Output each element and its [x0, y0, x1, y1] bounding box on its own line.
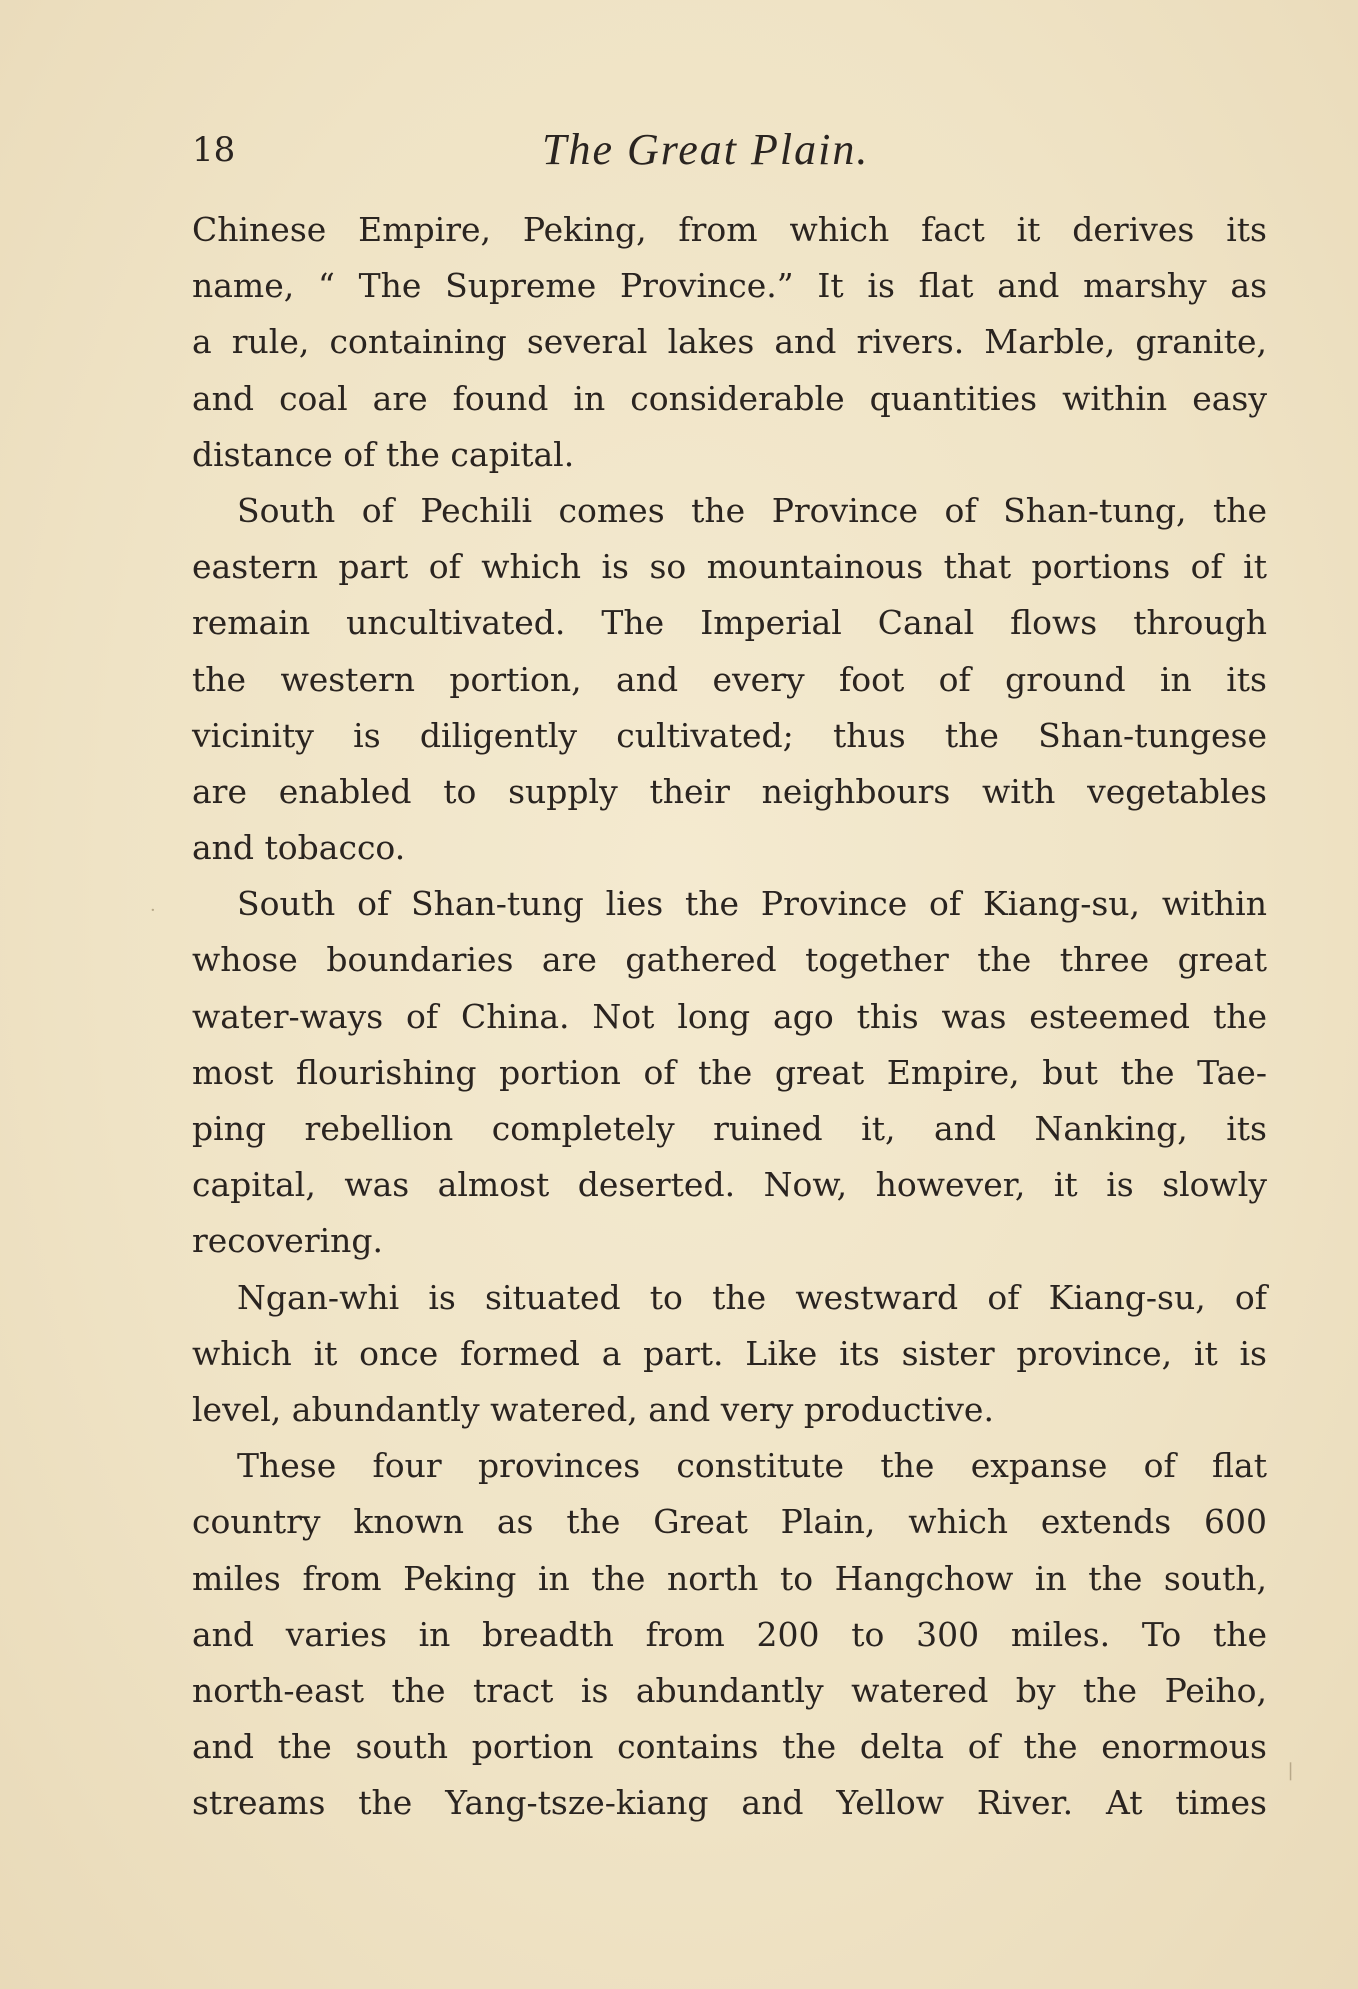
text-line: whose boundaries are gathered together the three great: [192, 940, 1267, 980]
text-line: recovering.: [192, 1221, 384, 1261]
text-line: miles from Peking in the north to Hangchow in the south,: [192, 1558, 1267, 1598]
page-number: 18: [192, 130, 236, 170]
text-line: vicinity is diligently cultivated; thus the Shan-tungese: [192, 715, 1267, 755]
text-line: Chinese Empire, Peking, from which fact it derives its: [192, 210, 1267, 249]
text-line: eastern part of which is so mountainous that portions of it: [192, 547, 1267, 587]
text-line: remain uncultivated. The Imperial Canal flows through: [192, 603, 1267, 643]
text-line: the western portion, and every foot of ground in its: [192, 659, 1267, 699]
running-head: [192, 120, 1267, 180]
text-line: level, abundantly watered, and very productive.: [192, 1389, 994, 1429]
paragraph-first-line: Ngan-whi is situated to the westward of Kiang-su, of: [237, 1277, 1267, 1317]
text-line: distance of the capital.: [192, 434, 575, 474]
paragraph-first-line: These four provinces constitute the expanse of flat: [237, 1446, 1267, 1486]
paragraph-first-line: South of Pechili comes the Province of Shan-tung, the: [237, 490, 1267, 530]
text-line: name, “ The Supreme Province.” It is flat and marshy as: [192, 266, 1267, 306]
paragraph-first-line: South of Shan-tung lies the Province of Kiang-su, within: [237, 884, 1267, 924]
text-line: and tobacco.: [192, 828, 406, 868]
text-line: streams the Yang-tsze-kiang and Yellow River. At times: [192, 1783, 1267, 1823]
running-title: The Great Plain.: [542, 125, 870, 174]
text-line: capital, was almost deserted. Now, however, it is slowly: [192, 1165, 1267, 1205]
text-line: and the south portion contains the delta of the enormous: [192, 1727, 1267, 1767]
text-line: country known as the Great Plain, which extends 600: [192, 1502, 1267, 1542]
text-line: water-ways of China. Not long ago this was esteemed the: [192, 996, 1267, 1036]
text-line: and coal are found in considerable quantities within easy: [192, 378, 1267, 418]
body-text: [192, 202, 1267, 1831]
text-line: most flourishing portion of the great Empire, but the Tae-: [192, 1052, 1267, 1092]
text-line: a rule, containing several lakes and rivers. Marble, granite,: [192, 322, 1267, 362]
margin-speck-icon: ❘: [1283, 1760, 1299, 1781]
text-line: are enabled to supply their neighbours with vegetables: [192, 771, 1267, 811]
text-line: and varies in breadth from 200 to 300 miles. To the: [192, 1614, 1267, 1654]
text-line: north-east the tract is abundantly watered by the Peiho,: [192, 1670, 1267, 1710]
text-line: ping rebellion completely ruined it, and Nanking, its: [192, 1109, 1267, 1148]
margin-speck-icon: ·: [150, 900, 156, 921]
text-line: which it once formed a part. Like its sister province, it is: [192, 1333, 1267, 1373]
